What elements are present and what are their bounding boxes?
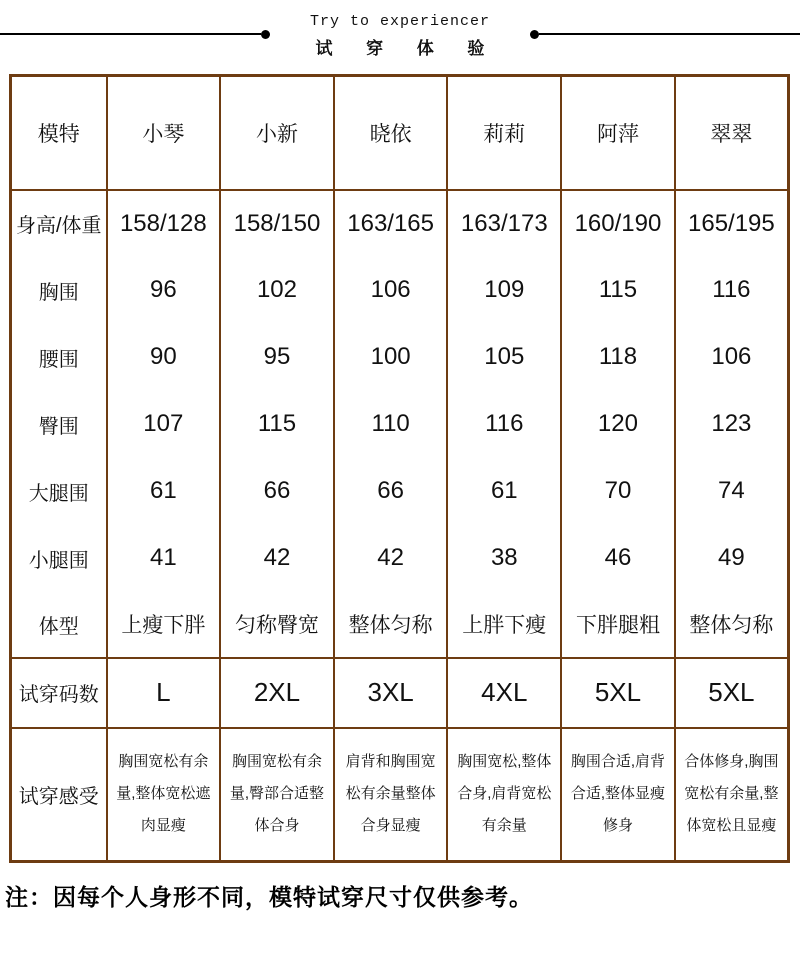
cell: 胸围宽松有余量,臀部合适整体合身 [220,728,334,862]
cell: 123 [675,391,789,458]
cell: 5XL [561,658,675,728]
cell: 合体修身,胸围宽松有余量,整体宽松且显瘦 [675,728,789,862]
column-header: 小琴 [107,76,221,190]
cell: 120 [561,391,675,458]
row-label: 胸围 [11,257,107,324]
cell: 49 [675,525,789,592]
table-header-row [11,76,789,190]
banner-rule-right [539,33,800,35]
table-row-thigh [11,458,789,525]
cell: 107 [107,391,221,458]
cell: 匀称臀宽 [220,592,334,658]
cell: 163/173 [447,190,561,257]
banner-dot-left-icon [261,30,270,39]
cell: 90 [107,324,221,391]
cell: 3XL [334,658,448,728]
cell: 46 [561,525,675,592]
table-row-bust [11,257,789,324]
cell: 肩背和胸围宽松有余量整体合身显瘦 [334,728,448,862]
size-chart-table [9,74,790,863]
cell: 下胖腿粗 [561,592,675,658]
cell: 115 [561,257,675,324]
banner-title [309,13,499,59]
row-label: 体型 [11,592,107,658]
cell: 整体匀称 [334,592,448,658]
banner [0,0,800,68]
cell: 110 [334,391,448,458]
cell: 115 [220,391,334,458]
row-label: 大腿围 [11,458,107,525]
banner-title-en: Try to experiencer [309,13,491,30]
cell: 42 [334,525,448,592]
cell: 胸围宽松有余量,整体宽松遮肉显瘦 [107,728,221,862]
column-header: 晓依 [334,76,448,190]
cell: 42 [220,525,334,592]
cell: 上瘦下胖 [107,592,221,658]
row-label: 身高/体重 [11,190,107,257]
cell: 5XL [675,658,789,728]
cell: 66 [334,458,448,525]
column-header: 翠翠 [675,76,789,190]
cell: 106 [334,257,448,324]
cell: 上胖下瘦 [447,592,561,658]
column-header-model: 模特 [11,76,107,190]
cell: 100 [334,324,448,391]
cell: 66 [220,458,334,525]
table-row-hip [11,391,789,458]
cell: 61 [107,458,221,525]
row-label: 腰围 [11,324,107,391]
cell: 胸围合适,肩背合适,整体显瘦修身 [561,728,675,862]
table-row-body-type [11,592,789,658]
column-header: 小新 [220,76,334,190]
cell: 106 [675,324,789,391]
row-label: 小腿围 [11,525,107,592]
cell: 胸围宽松,整体合身,肩背宽松有余量 [447,728,561,862]
banner-dot-right-icon [530,30,539,39]
cell: 95 [220,324,334,391]
cell: 96 [107,257,221,324]
table-row-calf [11,525,789,592]
table-row-waist [11,324,789,391]
cell: 158/128 [107,190,221,257]
cell: 105 [447,324,561,391]
cell: L [107,658,221,728]
table-row-height-weight [11,190,789,257]
column-header: 莉莉 [447,76,561,190]
cell: 160/190 [561,190,675,257]
footnote: 注：因每个人身形不同，模特试穿尺寸仅供参考。 [5,884,533,910]
row-label: 试穿感受 [11,728,107,862]
table-row-size [11,658,789,728]
cell: 116 [447,391,561,458]
cell: 102 [220,257,334,324]
cell: 165/195 [675,190,789,257]
cell: 4XL [447,658,561,728]
cell: 61 [447,458,561,525]
cell: 70 [561,458,675,525]
cell: 74 [675,458,789,525]
cell: 158/150 [220,190,334,257]
banner-rule-left [0,33,261,35]
cell: 整体匀称 [675,592,789,658]
row-label: 臀围 [11,391,107,458]
table-row-feel [11,728,789,862]
row-label: 试穿码数 [11,658,107,728]
banner-title-zh: 试 穿 体 验 [315,39,499,58]
cell: 109 [447,257,561,324]
cell: 38 [447,525,561,592]
cell: 118 [561,324,675,391]
column-header: 阿萍 [561,76,675,190]
cell: 116 [675,257,789,324]
cell: 41 [107,525,221,592]
cell: 2XL [220,658,334,728]
cell: 163/165 [334,190,448,257]
